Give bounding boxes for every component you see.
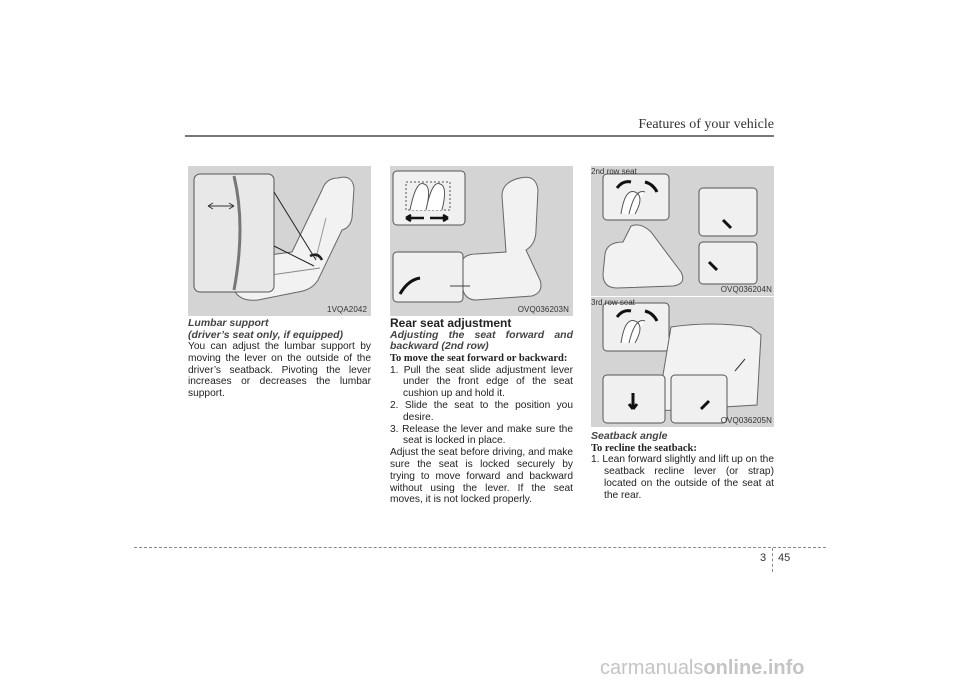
procedure-step: 1. Lean forward slightly and lift up on the seatback recline lever (or strap) located on the outside of the seat at the rear.: [591, 454, 774, 501]
figure-label: 2nd row seat: [591, 167, 637, 176]
watermark-part-1: carmanuals: [600, 657, 704, 679]
figure-code: 1VQA2042: [327, 305, 367, 314]
section-subheading: Seatback angle: [591, 430, 668, 442]
section-subheading: (driver’s seat only, if equipped): [188, 328, 344, 341]
body-text: You can adjust the lumbar support by moving the lever on the outside of the driver’s seatback. Pivoting the lever increases or decreases the lumbar support.: [188, 341, 371, 400]
watermark: [600, 657, 804, 680]
seat-illustration-icon: [591, 297, 774, 427]
seat-illustration-icon: [591, 166, 774, 296]
figure-code: OVQ036205N: [720, 416, 772, 425]
procedure-title: To move the seat forward or backward:: [390, 352, 568, 364]
watermark-part-2: online.info: [703, 657, 805, 679]
section-heading: Lumbar support: [188, 317, 269, 329]
body-text: Adjust the seat before driving, and make sure the seat is locked securely by trying to move forward and backward without using the lever. If the seat moves, it is not locked properly.: [390, 447, 573, 506]
figure-code: OVQ036204N: [720, 285, 772, 294]
section-heading: Rear seat adjustment: [390, 316, 512, 330]
procedure-step: 1. Pull the seat slide adjustment lever under the front edge of the seat cushion up and hold it.: [390, 364, 573, 400]
lumbar-support-section: [188, 318, 371, 400]
procedure-step: 3. Release the lever and make sure the seat is locked in place.: [390, 423, 573, 447]
figure-code: OVQ036203N: [517, 305, 569, 314]
page-header-title: Features of your vehicle: [638, 117, 774, 132]
rear-seat-slide-figure: [390, 166, 573, 316]
figure-label: 3rd row seat: [591, 298, 636, 307]
footer-divider: [772, 548, 773, 572]
chapter-number: 3: [760, 552, 767, 564]
section-subheading: Adjusting the seat forward and backward (2nd row): [390, 328, 573, 353]
footer-rule: [134, 547, 826, 548]
seat-illustration-icon: [188, 166, 371, 316]
page-number: 45: [778, 552, 791, 564]
procedure-step: 2. Slide the seat to the position you desire.: [390, 399, 573, 423]
procedure-title: To recline the seatback:: [591, 442, 697, 454]
seatback-angle-section: [591, 431, 774, 501]
rear-seat-adjustment-section: [390, 318, 573, 506]
header-rule: [185, 135, 774, 137]
lumbar-support-figure: [188, 166, 371, 316]
seat-illustration-icon: [390, 166, 573, 316]
second-row-seatback-figure: [591, 166, 774, 296]
third-row-seatback-figure: [591, 297, 774, 427]
